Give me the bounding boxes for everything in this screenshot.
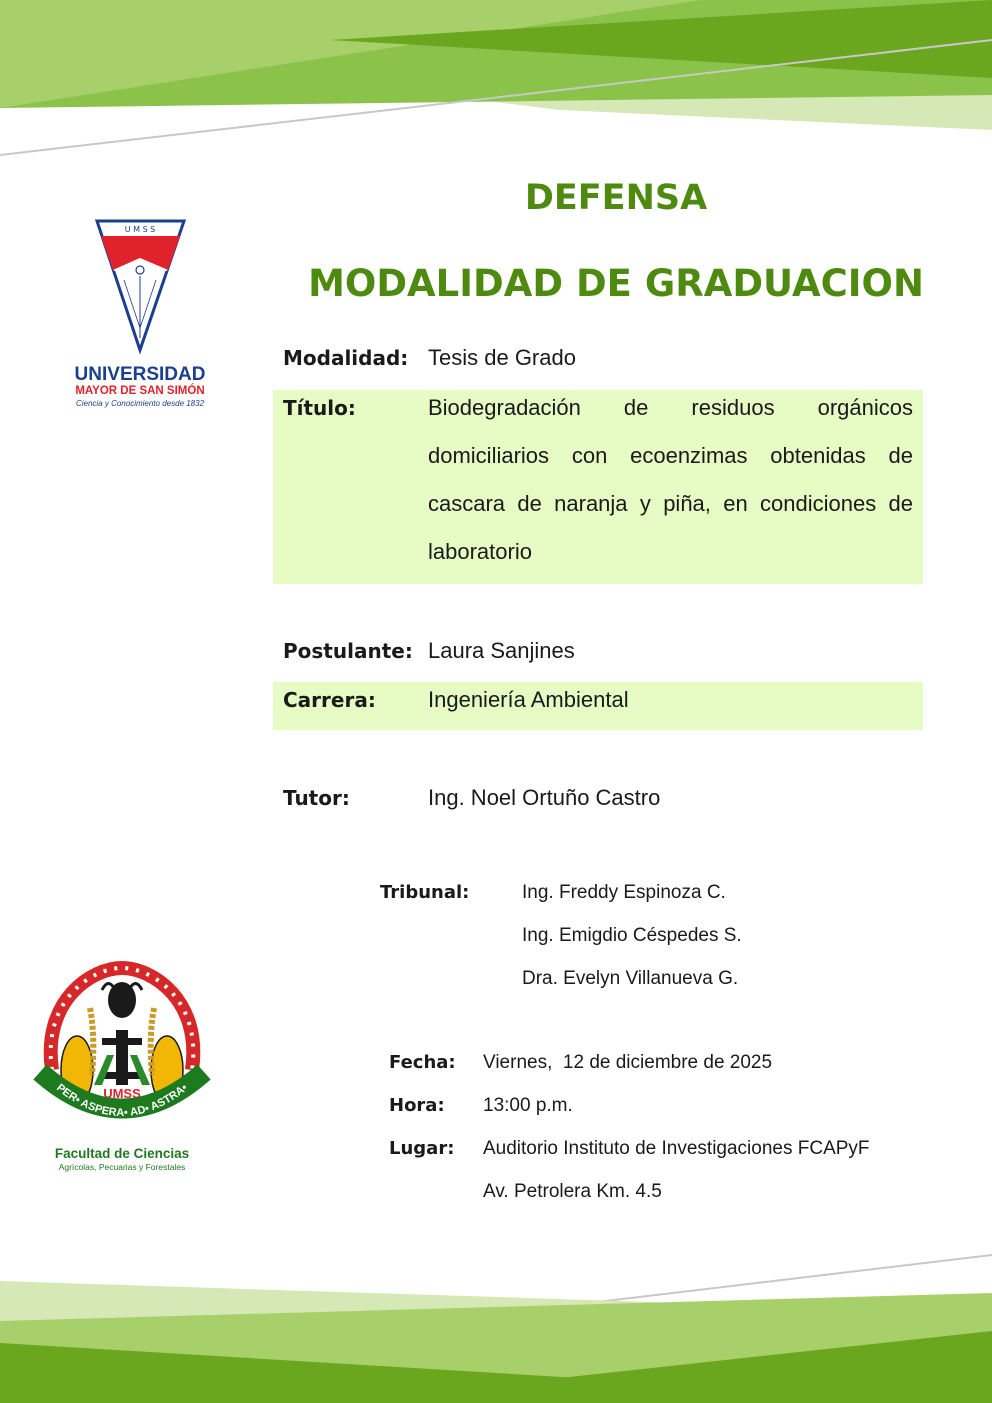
modalidad-value: Tesis de Grado bbox=[428, 345, 576, 370]
faculty-logo bbox=[32, 960, 212, 1175]
umss-logo-name: UNIVERSIDAD bbox=[74, 364, 206, 385]
titulo-value: Biodegradación de residuos orgánicos domiciliarios con ecoenzimas obtenidas de cascara de naranja y piña, en condiciones de laboratorio bbox=[428, 395, 913, 564]
umss-logo-subtitle: MAYOR DE SAN SIMÓN bbox=[75, 385, 205, 397]
hora-label: Hora: bbox=[389, 1095, 445, 1116]
fecha-value: Viernes, 12 de diciembre de 2025 bbox=[483, 1052, 773, 1073]
fecha-label: Fecha: bbox=[389, 1052, 456, 1073]
tribunal-member: Dra. Evelyn Villanueva G. bbox=[522, 968, 739, 989]
postulante-label: Postulante: bbox=[283, 639, 413, 663]
tribunal-block bbox=[380, 871, 940, 1001]
row-tutor bbox=[273, 774, 923, 822]
heading-modalidad: MODALIDAD DE GRADUACION bbox=[308, 262, 924, 305]
carrera-label: Carrera: bbox=[283, 688, 376, 712]
faculty-logo-motto: PER• ASPERA• AD• ASTRA• bbox=[54, 1081, 190, 1120]
tutor-label: Tutor: bbox=[283, 786, 350, 810]
row-carrera bbox=[273, 682, 923, 730]
tribunal-member: Ing. Freddy Espinoza C. bbox=[522, 882, 726, 903]
heading-defensa: DEFENSA bbox=[524, 178, 708, 218]
event-block bbox=[389, 1041, 949, 1216]
umss-logo bbox=[62, 218, 222, 413]
umss-logo-tagline: Ciencia y Conocimiento desde 1832 bbox=[75, 399, 205, 408]
postulante-value: Laura Sanjines bbox=[428, 638, 575, 663]
hora-value: 13:00 p.m. bbox=[483, 1095, 573, 1116]
lugar-label: Lugar: bbox=[389, 1138, 455, 1159]
tribunal-label: Tribunal: bbox=[380, 882, 470, 903]
tutor-value: Ing. Noel Ortuño Castro bbox=[428, 785, 661, 810]
faculty-logo-subtitle: Agrícolas, Pecuarias y Forestales bbox=[58, 1162, 186, 1172]
lugar-address: Av. Petrolera Km. 4.5 bbox=[483, 1181, 662, 1202]
titulo-label: Título: bbox=[283, 396, 356, 420]
lugar-value: Auditorio Instituto de Investigaciones FCAPyF bbox=[483, 1138, 870, 1159]
modalidad-label: Modalidad: bbox=[283, 346, 409, 370]
row-titulo bbox=[273, 390, 923, 584]
umss-logo-acronym: U M S S bbox=[124, 225, 156, 234]
row-postulante bbox=[273, 627, 923, 675]
faculty-logo-initials: UMSS bbox=[103, 1086, 141, 1101]
top-banner-decoration bbox=[0, 0, 992, 160]
tribunal-member: Ing. Emigdio Céspedes S. bbox=[522, 925, 742, 946]
bottom-banner-decoration bbox=[0, 1243, 992, 1403]
carrera-value: Ingeniería Ambiental bbox=[428, 687, 629, 712]
row-modalidad bbox=[273, 334, 923, 382]
faculty-logo-name: Facultad de Ciencias bbox=[54, 1146, 190, 1161]
